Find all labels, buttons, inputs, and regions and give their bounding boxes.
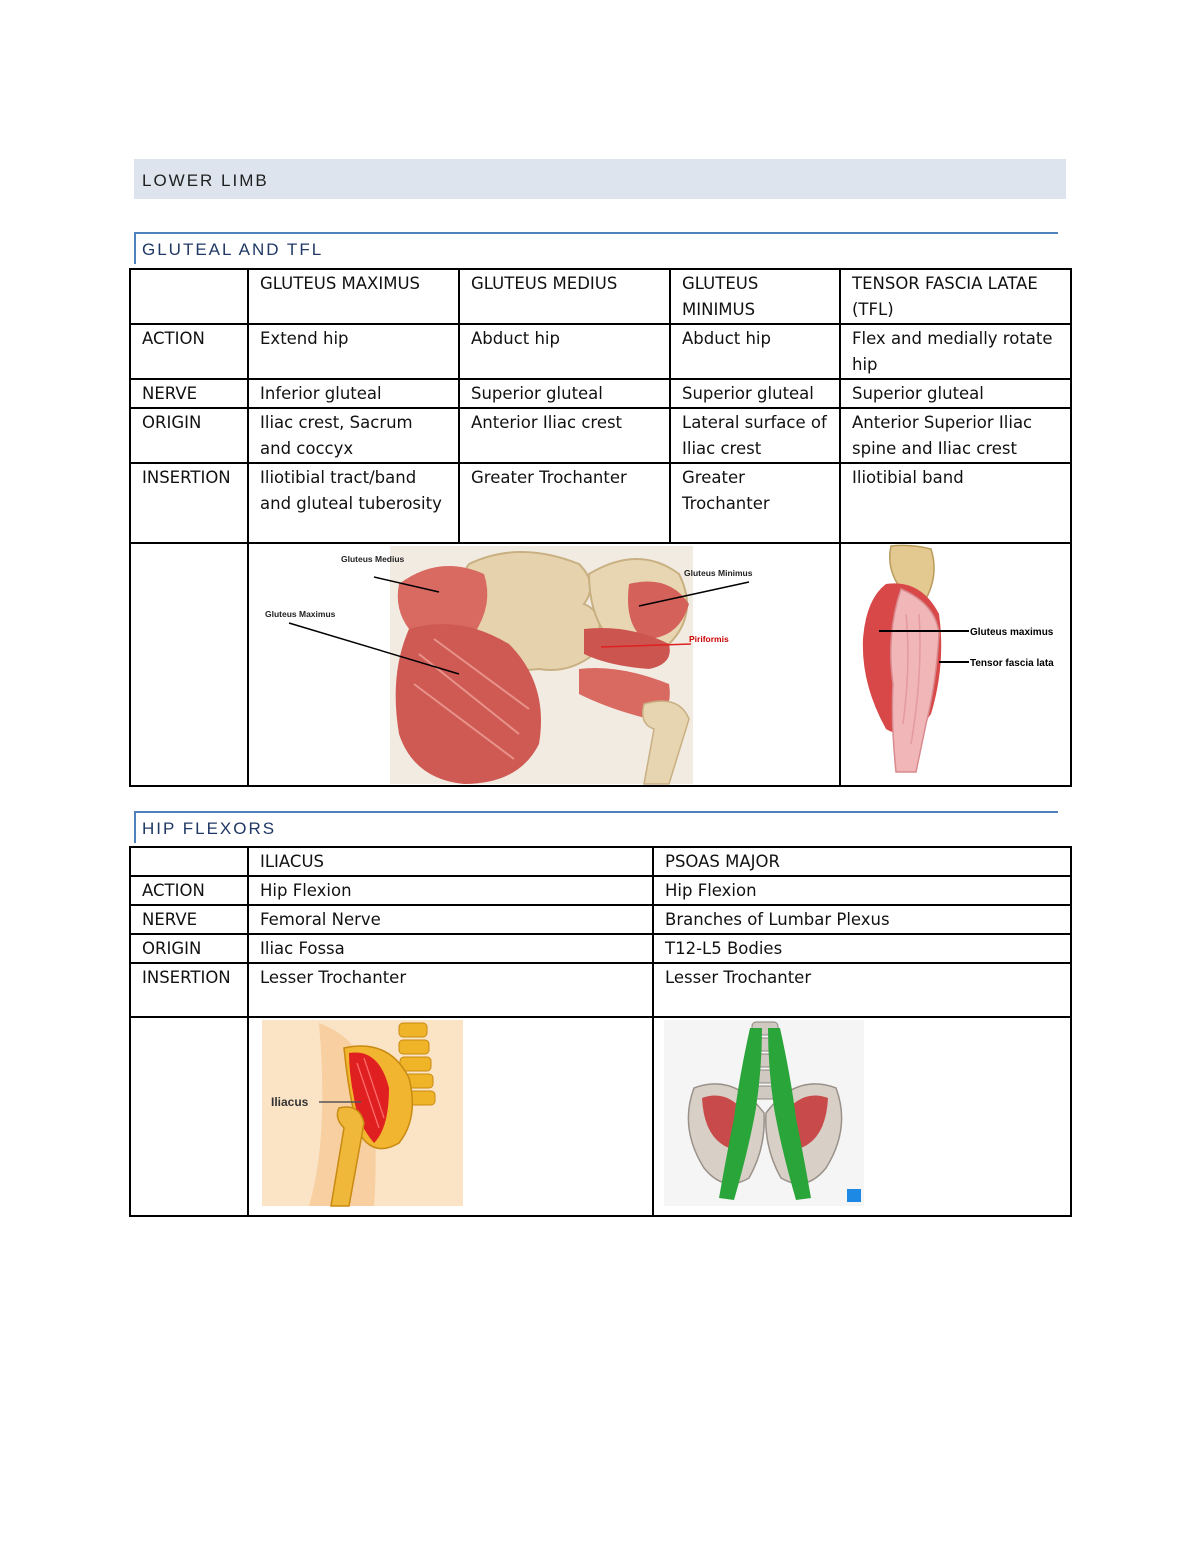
- table-header-row: [130, 847, 1071, 876]
- table-cell: Abduct hip: [459, 324, 670, 379]
- table-row: [130, 934, 1071, 963]
- table-row: [130, 963, 1071, 1017]
- iliacus-illustration: [249, 1018, 653, 1216]
- row-label: ORIGIN: [130, 408, 248, 463]
- gluteal-table: [129, 268, 1072, 787]
- table-row: [130, 905, 1071, 934]
- gluteal-muscles-illustration: [249, 544, 839, 786]
- figure-row: [130, 1017, 1071, 1216]
- tfl-figure-cell: [840, 543, 1071, 786]
- column-header: TENSOR FASCIA LATAE (TFL): [840, 269, 1071, 324]
- hip-flexors-table: [129, 846, 1072, 1217]
- label-tensor-fascia-lata: Tensor fascia lata: [970, 658, 1054, 669]
- table-cell: Lesser Trochanter: [248, 963, 653, 1017]
- table-cell: Iliotibial band: [840, 463, 1071, 543]
- table-cell: Extend hip: [248, 324, 459, 379]
- row-label: ACTION: [130, 324, 248, 379]
- table-cell: Iliotibial tract/band and gluteal tuberosity: [248, 463, 459, 543]
- row-label: NERVE: [130, 905, 248, 934]
- section-heading-hip-flexors-text: HIP FLEXORS: [142, 819, 277, 838]
- table-cell: Hip Flexion: [653, 876, 1071, 905]
- label-gluteus-minimus: Gluteus Minimus: [684, 568, 753, 578]
- label-piriformis: Piriformis: [689, 634, 729, 644]
- psoas-major-illustration: [654, 1018, 1071, 1216]
- section-heading-gluteal: [134, 232, 1058, 264]
- empty-cell: [130, 1017, 248, 1216]
- row-label: ACTION: [130, 876, 248, 905]
- table-cell: Greater Trochanter: [459, 463, 670, 543]
- table-cell: Anterior Superior Iliac spine and Iliac crest: [840, 408, 1071, 463]
- table-row: [130, 324, 1071, 379]
- column-header: GLUTEUS MAXIMUS: [248, 269, 459, 324]
- iliacus-figure-cell: [248, 1017, 653, 1216]
- figure-row: [130, 543, 1071, 786]
- section-heading-hip-flexors: [134, 811, 1058, 843]
- table-cell: Hip Flexion: [248, 876, 653, 905]
- table-row: [130, 463, 1071, 543]
- label-gluteus-medius: Gluteus Medius: [341, 554, 405, 564]
- table-row: [130, 379, 1071, 408]
- table-cell: Branches of Lumbar Plexus: [653, 905, 1071, 934]
- table-cell: Iliac crest, Sacrum and coccyx: [248, 408, 459, 463]
- gluteal-figure-cell: [248, 543, 840, 786]
- table-cell: Superior gluteal: [459, 379, 670, 408]
- table-cell: Anterior Iliac crest: [459, 408, 670, 463]
- label-iliacus: Iliacus: [271, 1095, 309, 1109]
- table-cell: Iliac Fossa: [248, 934, 653, 963]
- column-header: GLUTEUS MINIMUS: [670, 269, 840, 324]
- table-cell: Superior gluteal: [840, 379, 1071, 408]
- table-cell: Femoral Nerve: [248, 905, 653, 934]
- row-label: INSERTION: [130, 963, 248, 1017]
- table-row: [130, 876, 1071, 905]
- column-header: PSOAS MAJOR: [653, 847, 1071, 876]
- label-tfl-gluteus-maximus: Gluteus maximus: [970, 627, 1054, 638]
- corner-cell: [130, 269, 248, 324]
- table-cell: Abduct hip: [670, 324, 840, 379]
- table-cell: Inferior gluteal: [248, 379, 459, 408]
- table-row: [130, 408, 1071, 463]
- column-header: ILIACUS: [248, 847, 653, 876]
- table-cell: Superior gluteal: [670, 379, 840, 408]
- empty-cell: [130, 543, 248, 786]
- table-cell: Lesser Trochanter: [653, 963, 1071, 1017]
- document-title: LOWER LIMB: [134, 159, 1066, 199]
- table-cell: Lateral surface of Iliac crest: [670, 408, 840, 463]
- table-cell: Flex and medially rotate hip: [840, 324, 1071, 379]
- row-label: INSERTION: [130, 463, 248, 543]
- psoas-figure-cell: [653, 1017, 1071, 1216]
- table-cell: Greater Trochanter: [670, 463, 840, 543]
- label-gluteus-maximus: Gluteus Maximus: [265, 609, 336, 619]
- row-label: NERVE: [130, 379, 248, 408]
- row-label: ORIGIN: [130, 934, 248, 963]
- table-cell: T12-L5 Bodies: [653, 934, 1071, 963]
- table-header-row: [130, 269, 1071, 324]
- column-header: GLUTEUS MEDIUS: [459, 269, 670, 324]
- section-heading-gluteal-text: GLUTEAL AND TFL: [142, 240, 324, 259]
- tfl-illustration: [841, 544, 1071, 786]
- corner-cell: [130, 847, 248, 876]
